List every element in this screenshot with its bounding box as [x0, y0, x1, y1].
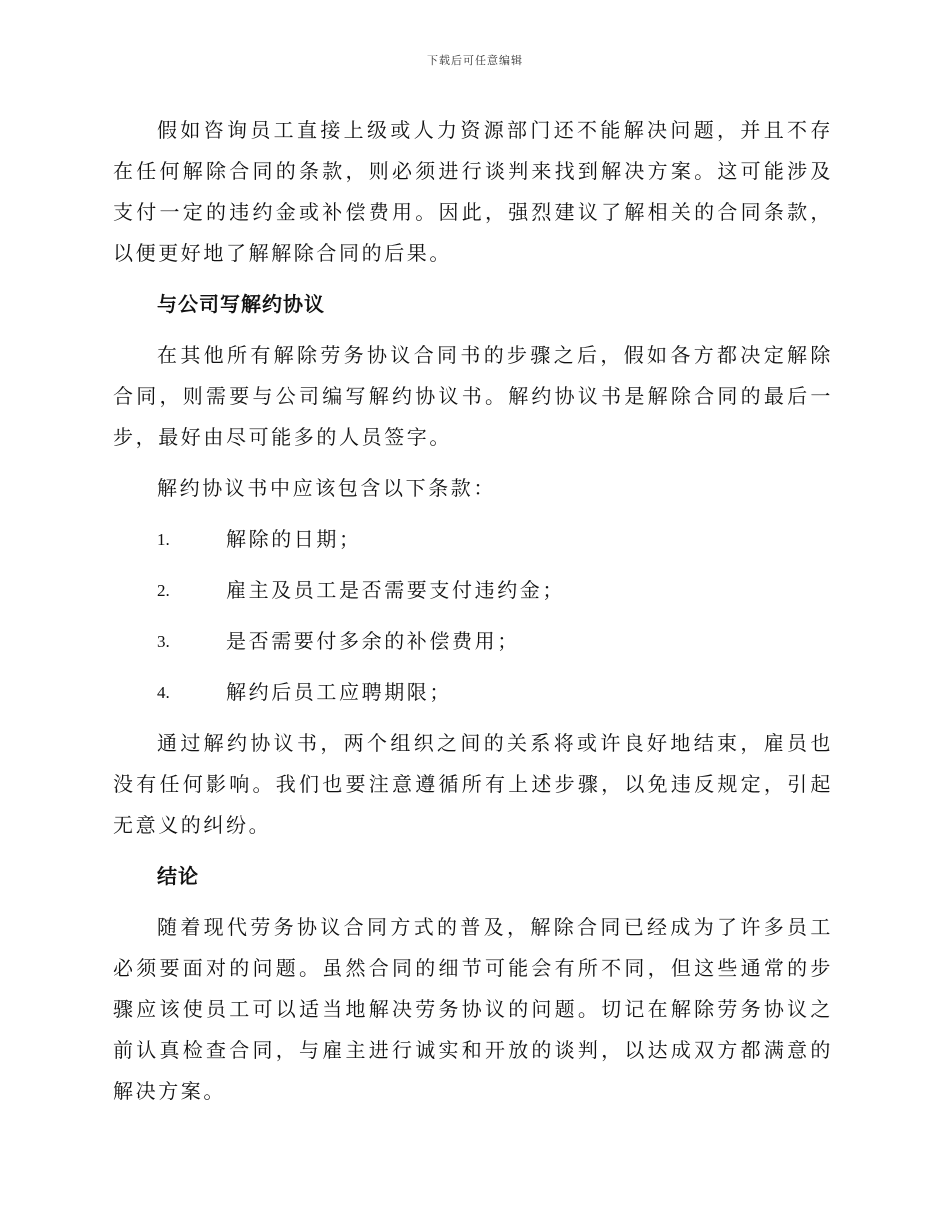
- list-text: 解除的日期；: [226, 527, 362, 551]
- page-header: 下载后可任意编辑: [427, 54, 523, 67]
- section-heading-conclusion: 结论: [157, 864, 199, 888]
- list-item: [113, 519, 833, 560]
- document-body: [113, 110, 833, 1122]
- list-text: 是否需要付多余的补偿费用；: [226, 629, 520, 653]
- paragraph-termination-agreement: 在其他所有解除劳务协议合同书的步骤之后，假如各方都决定解除合同，则需要与公司编写解约协议书。解约协议书是解除合同的最后一步，最好由尽可能多的人员签字。: [113, 343, 833, 449]
- list-text: 雇主及员工是否需要支付违约金；: [226, 578, 565, 602]
- list-item: [113, 570, 833, 611]
- paragraph-negotiation: 假如咨询员工直接上级或人力资源部门还不能解决问题，并且不存在任何解除合同的条款，则必须进行谈判来找到解决方案。这可能涉及支付一定的违约金或补偿费用。因此，强烈建议了解相关的合同条款，以便更好地了解解除合同的后果。: [113, 118, 833, 265]
- list-item: [113, 672, 833, 713]
- list-number: 2.: [157, 581, 170, 600]
- section-heading-termination-agreement: 与公司写解约协议: [157, 292, 325, 316]
- list-number: 4.: [157, 683, 170, 702]
- paragraph-conclusion: 随着现代劳务协议合同方式的普及，解除合同已经成为了许多员工必须要面对的问题。虽然合同的细节可能会有所不同，但这些通常的步骤应该使员工可以适当地解决劳务协议的问题。切记在解除劳务协议之前认真检查合同，与雇主进行诚实和开放的谈判，以达成双方都满意的解决方案。: [113, 915, 833, 1103]
- list-item: [113, 621, 833, 662]
- paragraph-list-intro: 解约协议书中应该包含以下条款：: [157, 476, 496, 500]
- paragraph-agreement-outcome: 通过解约协议书，两个组织之间的关系将或许良好地结束，雇员也没有任何影响。我们也要注意遵循所有上述步骤，以免违反规定，引起无意义的纠纷。: [113, 731, 833, 837]
- list-number: 1.: [157, 530, 170, 549]
- list-number: 3.: [157, 632, 170, 651]
- list-text: 解约后员工应聘期限；: [226, 680, 452, 704]
